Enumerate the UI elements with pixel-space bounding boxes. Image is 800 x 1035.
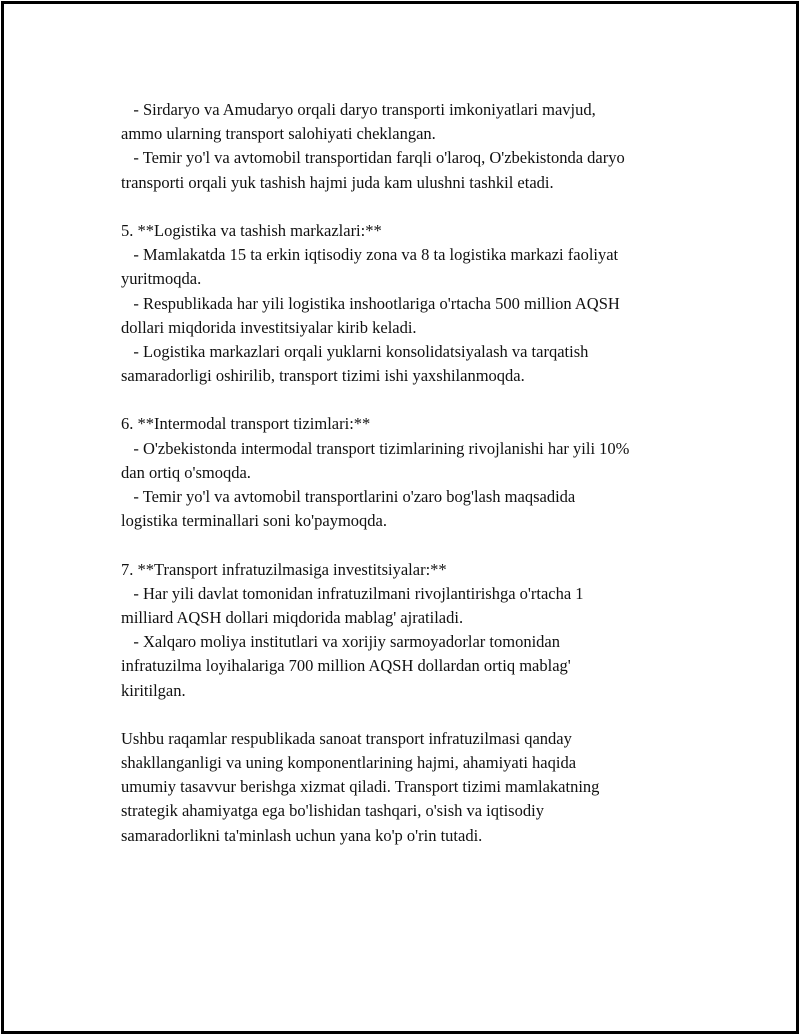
- section-heading: 7. **Transport infratuzilmasiga investitsiyalar:**: [121, 559, 447, 579]
- text-line: - Sirdaryo va Amudaryo orqali daryo transporti imkoniyatlari mavjud,: [121, 100, 596, 119]
- section-3: [121, 558, 701, 703]
- paragraph-gap: [121, 533, 701, 557]
- section-heading: 5. **Logistika va tashish markazlari:**: [121, 220, 382, 240]
- text-line: shakllanganligi va uning komponentlarining hajmi, ahamiyati haqida: [121, 753, 577, 773]
- closing-paragraph: [121, 727, 701, 848]
- list-item: [121, 243, 701, 291]
- bullet-list: [121, 98, 701, 195]
- text-line: infratuzilma loyihalariga 700 million AQSH dollardan ortiq mablag': [121, 656, 571, 676]
- text-line: yuritmoqda.: [121, 269, 202, 289]
- text-line: dollari miqdorida investitsiyalar kirib keladi.: [121, 317, 417, 337]
- list-item: [121, 437, 701, 485]
- paragraph-gap: [121, 703, 701, 727]
- text-line: samaradorligi oshirilib, transport tizimi ishi yaxshilanmoqda.: [121, 366, 525, 386]
- section-1: [121, 219, 701, 388]
- list-item: [121, 485, 701, 533]
- text-line: ammo ularning transport salohiyati cheklangan.: [121, 124, 436, 144]
- text-line: milliard AQSH dollari miqdorida mablag' ajratiladi.: [121, 607, 464, 627]
- text-line: - Temir yo'l va avtomobil transportlarini o'zaro bog'lash maqsadida: [121, 487, 576, 506]
- text-line: kiritilgan.: [121, 680, 186, 700]
- list-item: [121, 340, 701, 388]
- list-item: [121, 582, 701, 630]
- list-item: [121, 292, 701, 340]
- text-line: umumiy tasavvur berishga xizmat qiladi. Transport tizimi mamlakatning: [121, 777, 600, 797]
- page-frame: [1, 1, 799, 1034]
- text-line: logistika terminallari soni ko'paymoqda.: [121, 511, 388, 531]
- text-line: - Temir yo'l va avtomobil transportidan farqli o'laroq, O'zbekistonda daryo: [121, 148, 625, 168]
- text-line: transporti orqali yuk tashish hajmi juda kam ulushni tashkil etadi.: [121, 172, 554, 192]
- text-line: - Xalqaro moliya institutlari va xorijiy sarmoyadorlar tomonidan: [121, 632, 560, 652]
- text-line: dan ortiq o'smoqda.: [121, 462, 251, 482]
- list-item: [121, 630, 701, 703]
- text-line: samaradorlikni ta'minlash uchun yana ko'p o'rin tutadi.: [121, 825, 483, 845]
- text-line: strategik ahamiyatga ega bo'lishidan tashqari, o'sish va iqtisodiy: [121, 801, 544, 821]
- section-2: [121, 412, 701, 533]
- text-line: - Har yili davlat tomonidan infratuzilmani rivojlantirishga o'rtacha 1: [121, 583, 584, 603]
- paragraph-gap: [121, 388, 701, 412]
- document-body: [121, 98, 701, 848]
- text-line: - Respublikada har yili logistika inshootlariga o'rtacha 500 million AQSH: [121, 293, 620, 313]
- list-item: [121, 146, 701, 194]
- text-line: - Logistika markazlari orqali yuklarni konsolidatsiyalash va tarqatish: [121, 341, 589, 361]
- text-line: Ushbu raqamlar respublikada sanoat transport infratuzilmasi qanday: [121, 728, 572, 748]
- text-line: - O'zbekistonda intermodal transport tizimlarining rivojlanishi har yili 10%: [121, 438, 630, 458]
- text-line: - Mamlakatda 15 ta erkin iqtisodiy zona va 8 ta logistika markazi faoliyat: [121, 245, 619, 265]
- section-heading: 6. **Intermodal transport tizimlari:**: [121, 414, 371, 434]
- list-item: [121, 98, 701, 146]
- paragraph-gap: [121, 195, 701, 219]
